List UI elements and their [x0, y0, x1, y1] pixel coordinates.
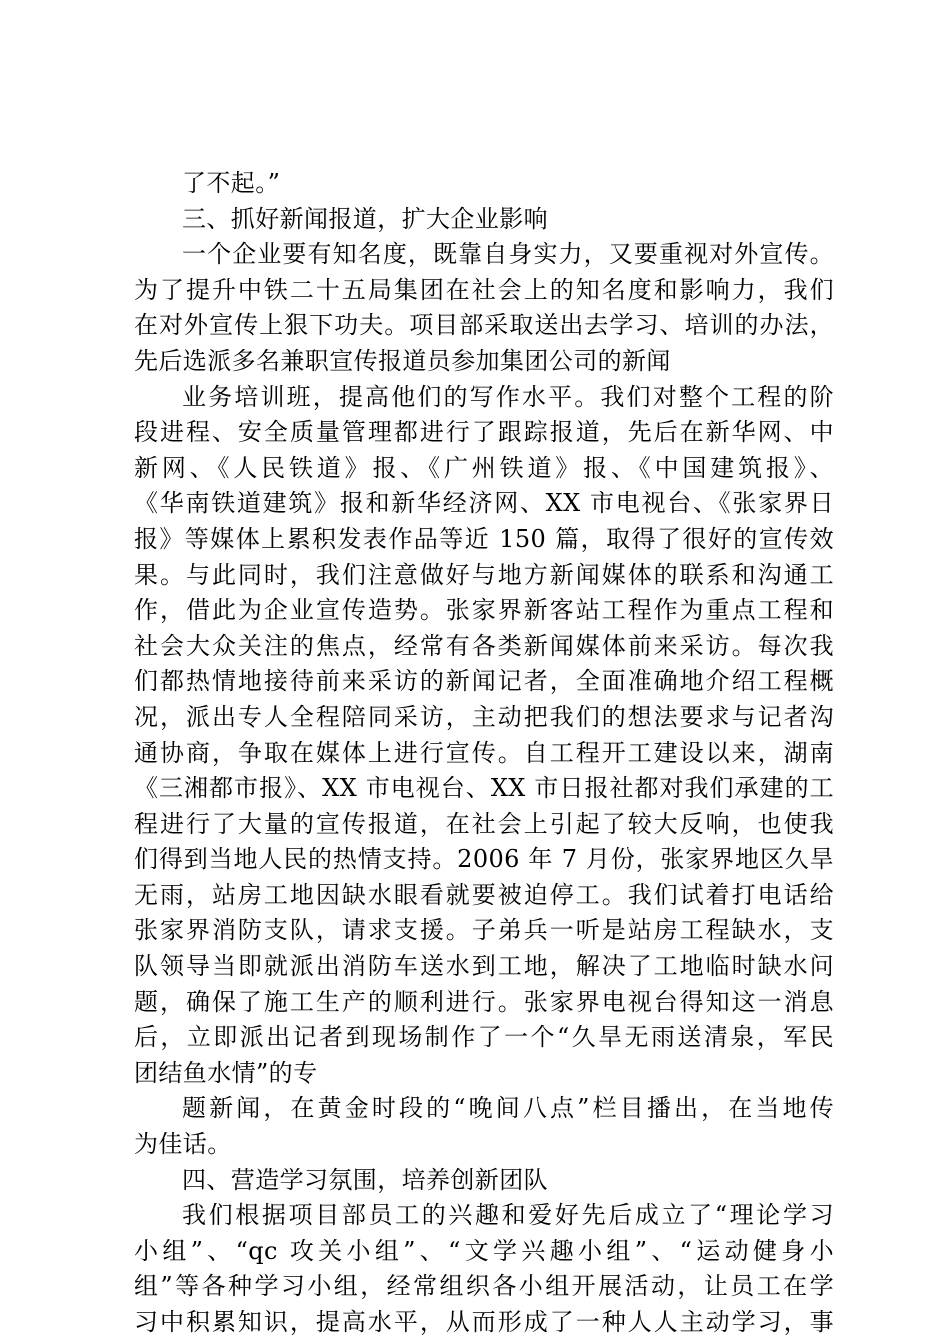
text-line: 我们根据项目部员工的兴趣和爱好先后成立了“理论学习 [182, 1201, 834, 1230]
text-line: 队领导当即就派出消防车送水到工地，解决了工地临时缺水问 [134, 952, 834, 981]
text-line: 先后选派多名兼职宣传报道员参加集团公司的新闻 [134, 346, 671, 375]
text-line: 题，确保了施工生产的顺利进行。张家界电视台得知这一消息 [134, 987, 834, 1016]
text-line: 题新闻，在黄金时段的“晚间八点”栏目播出，在当地传 [182, 1094, 834, 1123]
text-line: 作，借此为企业宣传造势。张家界新客站工程作为重点工程和 [134, 596, 834, 625]
text-line: 通协商，争取在媒体上进行宣传。自工程开工建设以来，湖南 [134, 738, 834, 767]
text-line: 张家界消防支队，请求支援。子弟兵一听是站房工程缺水，支 [134, 916, 834, 945]
text-line: 了不起。” [182, 169, 281, 197]
text-line: 报》等媒体上累积发表作品等近 150 篇，取得了很好的宣传效 [134, 524, 834, 553]
text-line: 程进行了大量的宣传报道，在社会上引起了较大反响，也使我 [134, 809, 834, 838]
text-line: 为佳话。 [134, 1130, 232, 1159]
text-line: 习中积累知识，提高水平，从而形成了一种人人主动学习，事 [134, 1308, 834, 1336]
text-line: 团结鱼水情”的专 [134, 1058, 318, 1087]
text-line: 们得到当地人民的热情支持。2006 年 7 月份，张家界地区久旱 [134, 845, 834, 874]
text-line: 后，立即派出记者到现场制作了一个“久旱无雨送清泉，军民 [134, 1023, 834, 1052]
text-line: 新网、《人民铁道》报、《广州铁道》报、《中国建筑报》、 [134, 453, 834, 482]
text-line: 《三湘都市报》、XX 市电视台、XX 市日报社都对我们承建的工 [134, 774, 834, 803]
text-line: 《华南铁道建筑》报和新华经济网、XX 市电视台、《张家界日 [134, 489, 834, 518]
text-line: 组”等各种学习小组，经常组织各小组开展活动，让员工在学 [134, 1272, 834, 1301]
text-line: 况，派出专人全程陪同采访，主动把我们的想法要求与记者沟 [134, 702, 834, 731]
text-line: 社会大众关注的焦点，经常有各类新闻媒体前来采访。每次我 [134, 631, 834, 660]
text-line: 们都热情地接待前来采访的新闻记者，全面准确地介绍工程概 [134, 667, 834, 696]
text-line: 在对外宣传上狠下功夫。项目部采取送出去学习、培训的办法， [134, 311, 834, 340]
section-heading: 三、抓好新闻报道，扩大企业影响 [182, 204, 548, 233]
text-line: 为了提升中铁二十五局集团在社会上的知名度和影响力，我们 [134, 275, 834, 304]
section-heading: 四、营造学习氛围，培养创新团队 [182, 1165, 548, 1194]
text-line: 无雨，站房工地因缺水眼看就要被迫停工。我们试着打电话给 [134, 880, 834, 909]
text-line: 业务培训班，提高他们的写作水平。我们对整个工程的阶 [182, 382, 834, 411]
text-line: 一个企业要有知名度，既靠自身实力，又要重视对外宣传。 [182, 240, 834, 269]
text-line: 果。与此同时，我们注意做好与地方新闻媒体的联系和沟通工 [134, 560, 834, 589]
document-body [134, 166, 834, 1341]
text-line: 小组”、“qc 攻关小组”、“文学兴趣小组”、“运动健身小 [134, 1236, 834, 1265]
text-line: 段进程、安全质量管理都进行了跟踪报道，先后在新华网、中 [134, 418, 834, 447]
